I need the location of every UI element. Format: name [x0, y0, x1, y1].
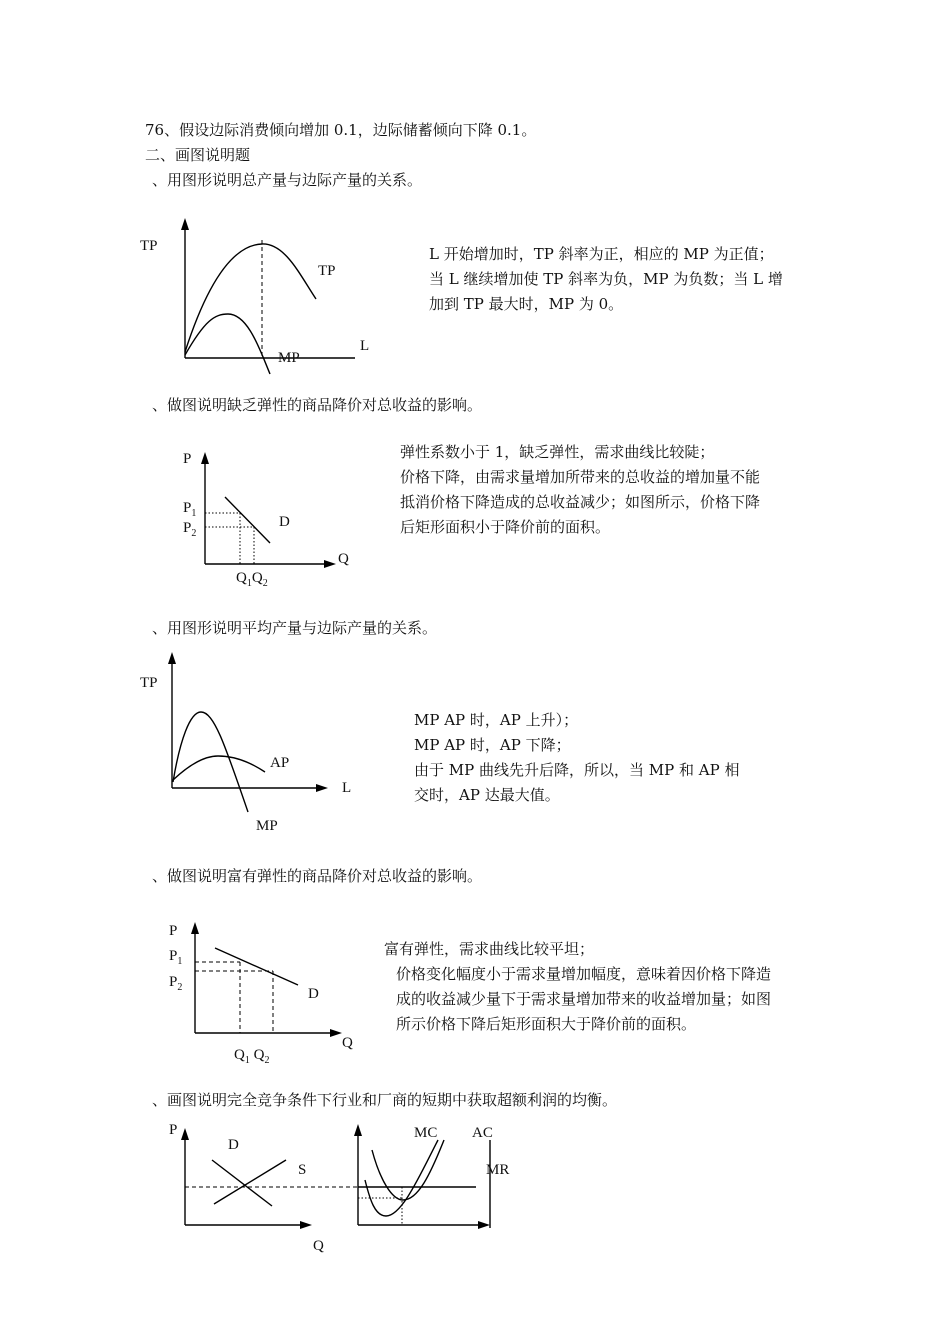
- q2-p2-label: $P_2$: [183, 520, 197, 539]
- q1-line: L 开始增加时，TP 斜率为正，相应的 MP 为正值；: [429, 245, 774, 263]
- q3-line: MP AP 时，AP 下降；: [414, 736, 571, 754]
- q5-ac-label: AC: [472, 1125, 493, 1141]
- q4-title: 、做图说明富有弹性的商品降价对总收益的影响。: [152, 867, 483, 885]
- q5-q-label: Q: [313, 1238, 324, 1254]
- q1-mp-label: MP: [278, 350, 300, 366]
- q1-y-label: TP: [140, 238, 158, 254]
- q2-q-labels: $Q_1Q_2$: [236, 570, 268, 589]
- q2-x-label: Q: [338, 551, 349, 567]
- q4-p2-label: $P_2$: [169, 974, 183, 993]
- q2-y-label: P: [183, 451, 192, 467]
- q1-title: 、用图形说明总产量与边际产量的关系。: [152, 171, 423, 189]
- q4-line: 所示价格下降后矩形面积大于降价前的面积。: [396, 1015, 697, 1033]
- q5-mc-label: MC: [414, 1125, 438, 1141]
- q4-line: 成的收益减少量下于需求量增加带来的收益增加量；如图: [396, 990, 772, 1008]
- q4-y-label: P: [169, 923, 178, 939]
- q1-x-label: L: [360, 338, 370, 354]
- q5-s-label: S: [298, 1162, 307, 1178]
- q2-line: 抵消价格下降造成的总收益减少；如图所示，价格下降: [400, 493, 761, 511]
- q2-d-label: D: [279, 514, 290, 530]
- q4-line: 富有弹性，需求曲线比较平坦；: [384, 940, 595, 958]
- q5-supply-curve: [214, 1160, 286, 1204]
- q5-title: 、画图说明完全竞争条件下行业和厂商的短期中获取超额利润的均衡。: [152, 1091, 618, 1109]
- q5-mr-label: MR: [486, 1162, 510, 1178]
- q1-tp-label: TP: [318, 263, 336, 279]
- q3-line: 交时，AP 达最大值。: [414, 786, 560, 804]
- question-76-text: 76、假设边际消费倾向增加 0.1，边际储蓄倾向下降 0.1。: [145, 121, 537, 139]
- q3-title: 、用图形说明平均产量与边际产量的关系。: [152, 619, 438, 637]
- q1-line: 加到 TP 最大时，MP 为 0。: [429, 295, 624, 313]
- section-title: 二、画图说明题: [145, 146, 251, 164]
- q2-title: 、做图说明缺乏弹性的商品降价对总收益的影响。: [152, 396, 483, 414]
- q4-x-label: Q: [342, 1035, 353, 1051]
- q2-line: 价格下降，由需求量增加所带来的总收益的增加量不能: [400, 468, 761, 486]
- q3-y-label: TP: [140, 675, 158, 691]
- q1-line: 当 L 继续增加使 TP 斜率为负，MP 为负数；当 L 增: [429, 270, 783, 288]
- q5-d-label: D: [228, 1137, 239, 1153]
- q2-line: 弹性系数小于 1，缺乏弹性，需求曲线比较陡；: [400, 443, 715, 461]
- q3-mp-label: MP: [256, 818, 278, 834]
- q4-p1-label: $P_1$: [169, 948, 183, 967]
- q4-line: 价格变化幅度小于需求量增加幅度，意味着因价格下降造: [396, 965, 772, 983]
- q3-ap-label: AP: [270, 755, 290, 771]
- q4-d-label: D: [308, 986, 319, 1002]
- q2-p1-label: $P_1$: [183, 500, 197, 519]
- q4-q-labels: $Q_1$ $Q_2$: [234, 1047, 270, 1066]
- q3-line: 由于 MP 曲线先升后降，所以，当 MP 和 AP 相: [414, 761, 740, 779]
- q5-p-label: P: [169, 1122, 178, 1138]
- q2-line: 后矩形面积小于降价前的面积。: [400, 518, 611, 536]
- q3-line: MP AP 时，AP 上升）；: [414, 711, 579, 729]
- q3-x-label: L: [342, 780, 352, 796]
